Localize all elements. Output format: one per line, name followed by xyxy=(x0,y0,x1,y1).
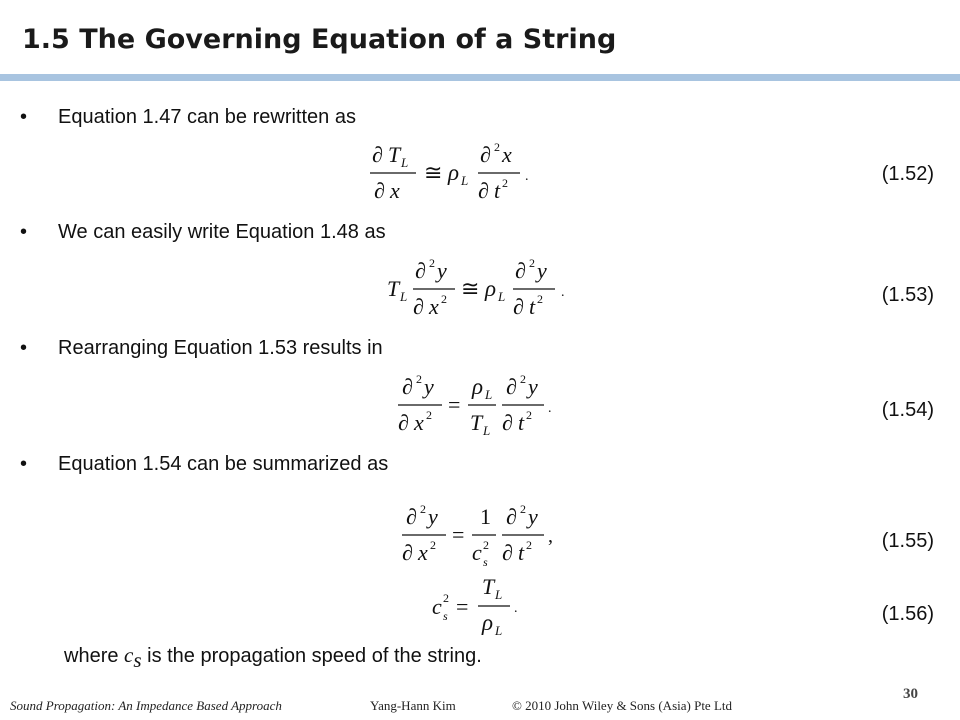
svg-text:t: t xyxy=(494,178,501,203)
svg-text:∂: ∂ xyxy=(480,142,491,167)
svg-text:x: x xyxy=(414,410,424,435)
svg-text:y: y xyxy=(424,374,434,399)
svg-text:x: x xyxy=(429,294,439,319)
propagation-speed-note xyxy=(64,643,482,673)
svg-text:∂: ∂ xyxy=(513,294,524,319)
svg-text:2: 2 xyxy=(420,502,426,516)
svg-text:≅: ≅ xyxy=(461,276,480,301)
svg-text:2: 2 xyxy=(416,372,422,386)
svg-text:1: 1 xyxy=(480,504,491,529)
title-underline xyxy=(0,74,960,81)
svg-text:∂: ∂ xyxy=(413,294,424,319)
svg-text:∂: ∂ xyxy=(515,258,526,283)
bullet-text: • Equation 1.54 can be summarized as xyxy=(58,453,388,476)
svg-text:L: L xyxy=(485,387,493,402)
svg-text:L: L xyxy=(400,289,408,304)
speed-subscript: s xyxy=(133,648,142,672)
svg-text:∂: ∂ xyxy=(478,178,489,203)
svg-text:x: x xyxy=(390,178,400,203)
svg-text:L: L xyxy=(495,623,503,638)
svg-text:x: x xyxy=(502,142,512,167)
svg-text:.: . xyxy=(525,169,529,184)
svg-text:2: 2 xyxy=(426,408,432,422)
svg-text:∂: ∂ xyxy=(415,258,426,283)
svg-text:∂: ∂ xyxy=(502,410,513,435)
svg-text:s: s xyxy=(483,555,488,569)
equation-1-53 xyxy=(385,250,625,322)
svg-text:T: T xyxy=(482,574,495,599)
svg-text:∂: ∂ xyxy=(398,410,409,435)
svg-text:t: t xyxy=(529,294,536,319)
svg-text:T: T xyxy=(470,410,483,435)
svg-text:∂: ∂ xyxy=(402,540,413,565)
svg-text:≅: ≅ xyxy=(424,160,443,185)
svg-text:L: L xyxy=(461,173,469,188)
svg-text:2: 2 xyxy=(502,176,508,190)
svg-text:c: c xyxy=(432,594,442,619)
svg-text:.: . xyxy=(548,401,552,416)
svg-text:2: 2 xyxy=(537,292,543,306)
bullet-text: • We can easily write Equation 1.48 as xyxy=(58,221,386,244)
svg-text:.: . xyxy=(514,601,518,616)
equation-1-56 xyxy=(430,572,570,640)
svg-text:t: t xyxy=(518,540,525,565)
svg-text:ρ: ρ xyxy=(485,276,497,301)
svg-text:s: s xyxy=(443,609,448,623)
bullet-text: • Equation 1.47 can be rewritten as xyxy=(58,106,356,129)
svg-text:∂: ∂ xyxy=(372,142,383,167)
svg-text:2: 2 xyxy=(429,256,435,270)
equation-number: (1.55) xyxy=(881,530,934,552)
svg-text:ρ: ρ xyxy=(472,374,484,399)
svg-text:x: x xyxy=(418,540,428,565)
equation-number: (1.52) xyxy=(881,163,934,185)
equation-number: (1.56) xyxy=(881,603,934,625)
svg-text:L: L xyxy=(401,155,409,170)
svg-text:2: 2 xyxy=(494,140,500,154)
note-prefix: where xyxy=(64,645,119,667)
svg-text:y: y xyxy=(537,258,547,283)
page-number: 30 xyxy=(903,686,918,702)
svg-text:∂: ∂ xyxy=(374,178,385,203)
svg-text:2: 2 xyxy=(520,372,526,386)
svg-text:∂: ∂ xyxy=(502,540,513,565)
svg-text:2: 2 xyxy=(483,538,489,552)
equation-1-52 xyxy=(368,134,588,206)
svg-text:L: L xyxy=(495,587,503,602)
equation-1-55 xyxy=(400,496,620,574)
footer-copyright: © 2010 John Wiley & Sons (Asia) Pte Ltd xyxy=(512,698,732,713)
svg-text:2: 2 xyxy=(520,502,526,516)
svg-text:y: y xyxy=(528,374,538,399)
svg-text:y: y xyxy=(528,504,538,529)
svg-text:∂: ∂ xyxy=(506,504,517,529)
svg-text:=: = xyxy=(456,594,469,619)
svg-text:=: = xyxy=(448,392,461,417)
svg-text:2: 2 xyxy=(526,538,532,552)
svg-text:∂: ∂ xyxy=(402,374,413,399)
bullet-text: • Rearranging Equation 1.53 results in xyxy=(58,337,383,360)
svg-text:y: y xyxy=(437,258,447,283)
slide-title: 1.5 The Governing Equation of a String xyxy=(22,24,617,55)
equation-number: (1.53) xyxy=(881,284,934,306)
footer-book-title: Sound Propagation: An Impedance Based Approach xyxy=(10,698,282,713)
svg-text:ρ: ρ xyxy=(448,160,460,185)
note-suffix: is the propagation speed of the string. xyxy=(147,645,482,667)
svg-text:c: c xyxy=(472,540,482,565)
svg-text:ρ: ρ xyxy=(482,610,494,635)
svg-text:2: 2 xyxy=(529,256,535,270)
svg-text:y: y xyxy=(428,504,438,529)
equation-1-54 xyxy=(396,366,616,438)
speed-symbol: c xyxy=(124,643,134,667)
svg-text:.: . xyxy=(561,285,565,300)
svg-text:=: = xyxy=(452,522,465,547)
svg-text:2: 2 xyxy=(430,538,436,552)
svg-text:2: 2 xyxy=(441,292,447,306)
svg-text:∂: ∂ xyxy=(506,374,517,399)
svg-text:T: T xyxy=(388,142,401,167)
footer-author: Yang-Hann Kim xyxy=(370,698,456,713)
svg-text:2: 2 xyxy=(526,408,532,422)
svg-text:∂: ∂ xyxy=(406,504,417,529)
svg-text:L: L xyxy=(498,289,506,304)
svg-text:t: t xyxy=(518,410,525,435)
svg-text:T: T xyxy=(387,276,400,301)
equation-number: (1.54) xyxy=(881,399,934,421)
svg-text:L: L xyxy=(483,423,491,438)
svg-text:2: 2 xyxy=(443,591,449,605)
svg-text:,: , xyxy=(548,525,553,547)
